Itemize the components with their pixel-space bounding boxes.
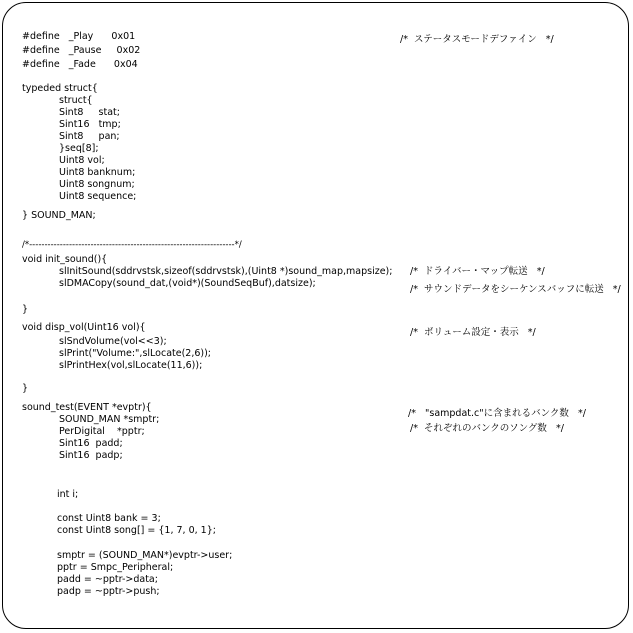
comment-bank-count: /* "sampdat.c"に含まれるバンク数 */ bbox=[408, 408, 586, 419]
code-line: typeded struct{ bbox=[22, 83, 98, 94]
code-line: Uint8 songnum; bbox=[59, 179, 135, 190]
code-line: Uint8 sequence; bbox=[59, 191, 137, 202]
code-line: slPrint("Volume:",slLocate(2,6)); bbox=[59, 348, 212, 359]
code-line-define-fade: #define _Fade 0x04 bbox=[22, 59, 138, 70]
code-line: void init_sound(){ bbox=[22, 254, 108, 265]
code-line: PerDigital *pptr; bbox=[59, 426, 145, 437]
code-line: padd = ~pptr->data; bbox=[57, 574, 158, 585]
code-line: sound_test(EVENT *evptr){ bbox=[22, 402, 152, 413]
code-line: slPrintHex(vol,slLocate(11,6)); bbox=[59, 360, 203, 371]
code-line: slSndVolume(vol<<3); bbox=[59, 336, 167, 347]
code-line: padp = ~pptr->push; bbox=[57, 586, 160, 597]
code-line: Sint16 tmp; bbox=[59, 119, 121, 130]
code-line: } bbox=[22, 383, 29, 394]
code-line: } SOUND_MAN; bbox=[22, 210, 96, 221]
separator-comment: /*-------------------------------------------------------------------*/ bbox=[22, 240, 242, 250]
code-line: const Uint8 song[] = {1, 7, 0, 1}; bbox=[57, 525, 216, 536]
code-line-define-pause: #define _Pause 0x02 bbox=[22, 45, 141, 56]
code-line: Sint8 pan; bbox=[59, 131, 120, 142]
code-line: struct{ bbox=[59, 95, 93, 106]
code-line-define-play: #define _Play 0x01 bbox=[22, 31, 136, 42]
code-line: } bbox=[22, 304, 29, 315]
code-line: pptr = Smpc_Peripheral; bbox=[57, 562, 174, 573]
code-line: Uint8 vol; bbox=[59, 155, 105, 166]
code-line: }seq[8]; bbox=[59, 143, 99, 154]
code-line: smptr = (SOUND_MAN*)evptr->user; bbox=[57, 550, 233, 561]
code-line: Sint16 padd; bbox=[59, 438, 123, 449]
comment-volume-setting: /* ボリューム設定・表示 */ bbox=[410, 327, 536, 338]
comment-sound-data-transfer: /* サウンドデータをシーケンスバッフに転送 */ bbox=[410, 284, 621, 295]
code-line: slInitSound(sddrvstsk,sizeof(sddrvstsk),(Uint8 *)sound_map,mapsize); bbox=[59, 266, 393, 277]
code-line: slDMACopy(sound_dat,(void*)(SoundSeqBuf),datsize); bbox=[59, 278, 316, 289]
comment-status-mode-define: /* ステータスモードデファイン */ bbox=[400, 34, 554, 45]
code-line: const Uint8 bank = 3; bbox=[57, 513, 161, 524]
comment-driver-map-transfer: /* ドライバー・マップ転送 */ bbox=[410, 266, 545, 277]
comment-song-count: /* それぞれのバンクのソング数 */ bbox=[410, 423, 564, 434]
code-line: Sint16 padp; bbox=[59, 450, 123, 461]
code-line: void disp_vol(Uint16 vol){ bbox=[22, 322, 146, 333]
code-line: Uint8 banknum; bbox=[59, 167, 136, 178]
code-line: Sint8 stat; bbox=[59, 107, 120, 118]
code-line: SOUND_MAN *smptr; bbox=[59, 414, 160, 425]
code-line: int i; bbox=[57, 489, 79, 500]
